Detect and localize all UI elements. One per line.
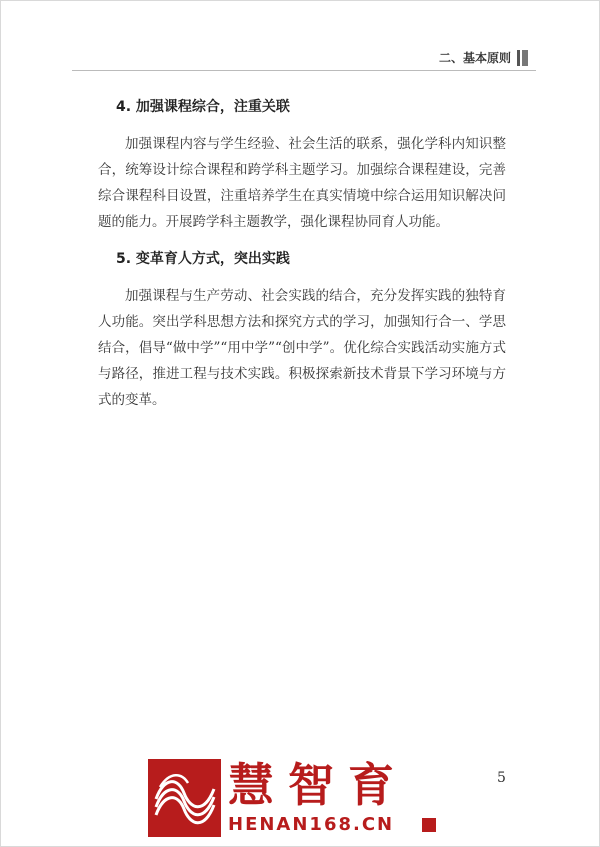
header-rule bbox=[72, 70, 536, 71]
watermark-logo bbox=[148, 759, 448, 842]
page-content bbox=[98, 97, 506, 427]
watermark-url bbox=[228, 813, 436, 837]
section-title: 二、基本原则 bbox=[438, 51, 511, 65]
section-4 bbox=[98, 97, 506, 235]
header-bars-icon bbox=[517, 50, 528, 66]
wave-logo-icon bbox=[148, 759, 221, 837]
watermark-url-text: HENAN168.CN bbox=[228, 814, 395, 835]
section-heading: 5. 变革育人方式，突出实践 bbox=[116, 251, 290, 267]
watermark-title: 慧智育 bbox=[228, 758, 408, 812]
section-paragraph: 加强课程内容与学生经验、社会生活的联系，强化学科内知识整合，统筹设计综合课程和跨学科主题学习。加强综合课程建设，完善综合课程科目设置，注重培养学生在真实情境中综合运用知识解决问题的能力。开展跨学科主题教学，强化课程协同育人功能。 bbox=[98, 136, 506, 230]
running-header bbox=[439, 49, 528, 66]
url-block-icon bbox=[422, 818, 436, 832]
page-number: 5 bbox=[497, 770, 506, 786]
section-paragraph: 加强课程与生产劳动、社会实践的结合，充分发挥实践的独特育人功能。突出学科思想方法和探究方式的学习，加强知行合一、学思结合，倡导“做中学”“用中学”“创中学”。优化综合实践活动实施方式与路径，推进工程与技术实践。积极探索新技术背景下学习环境与方式的变革。 bbox=[98, 288, 506, 408]
section-heading: 4. 加强课程综合，注重关联 bbox=[116, 99, 290, 115]
section-5 bbox=[98, 249, 506, 413]
